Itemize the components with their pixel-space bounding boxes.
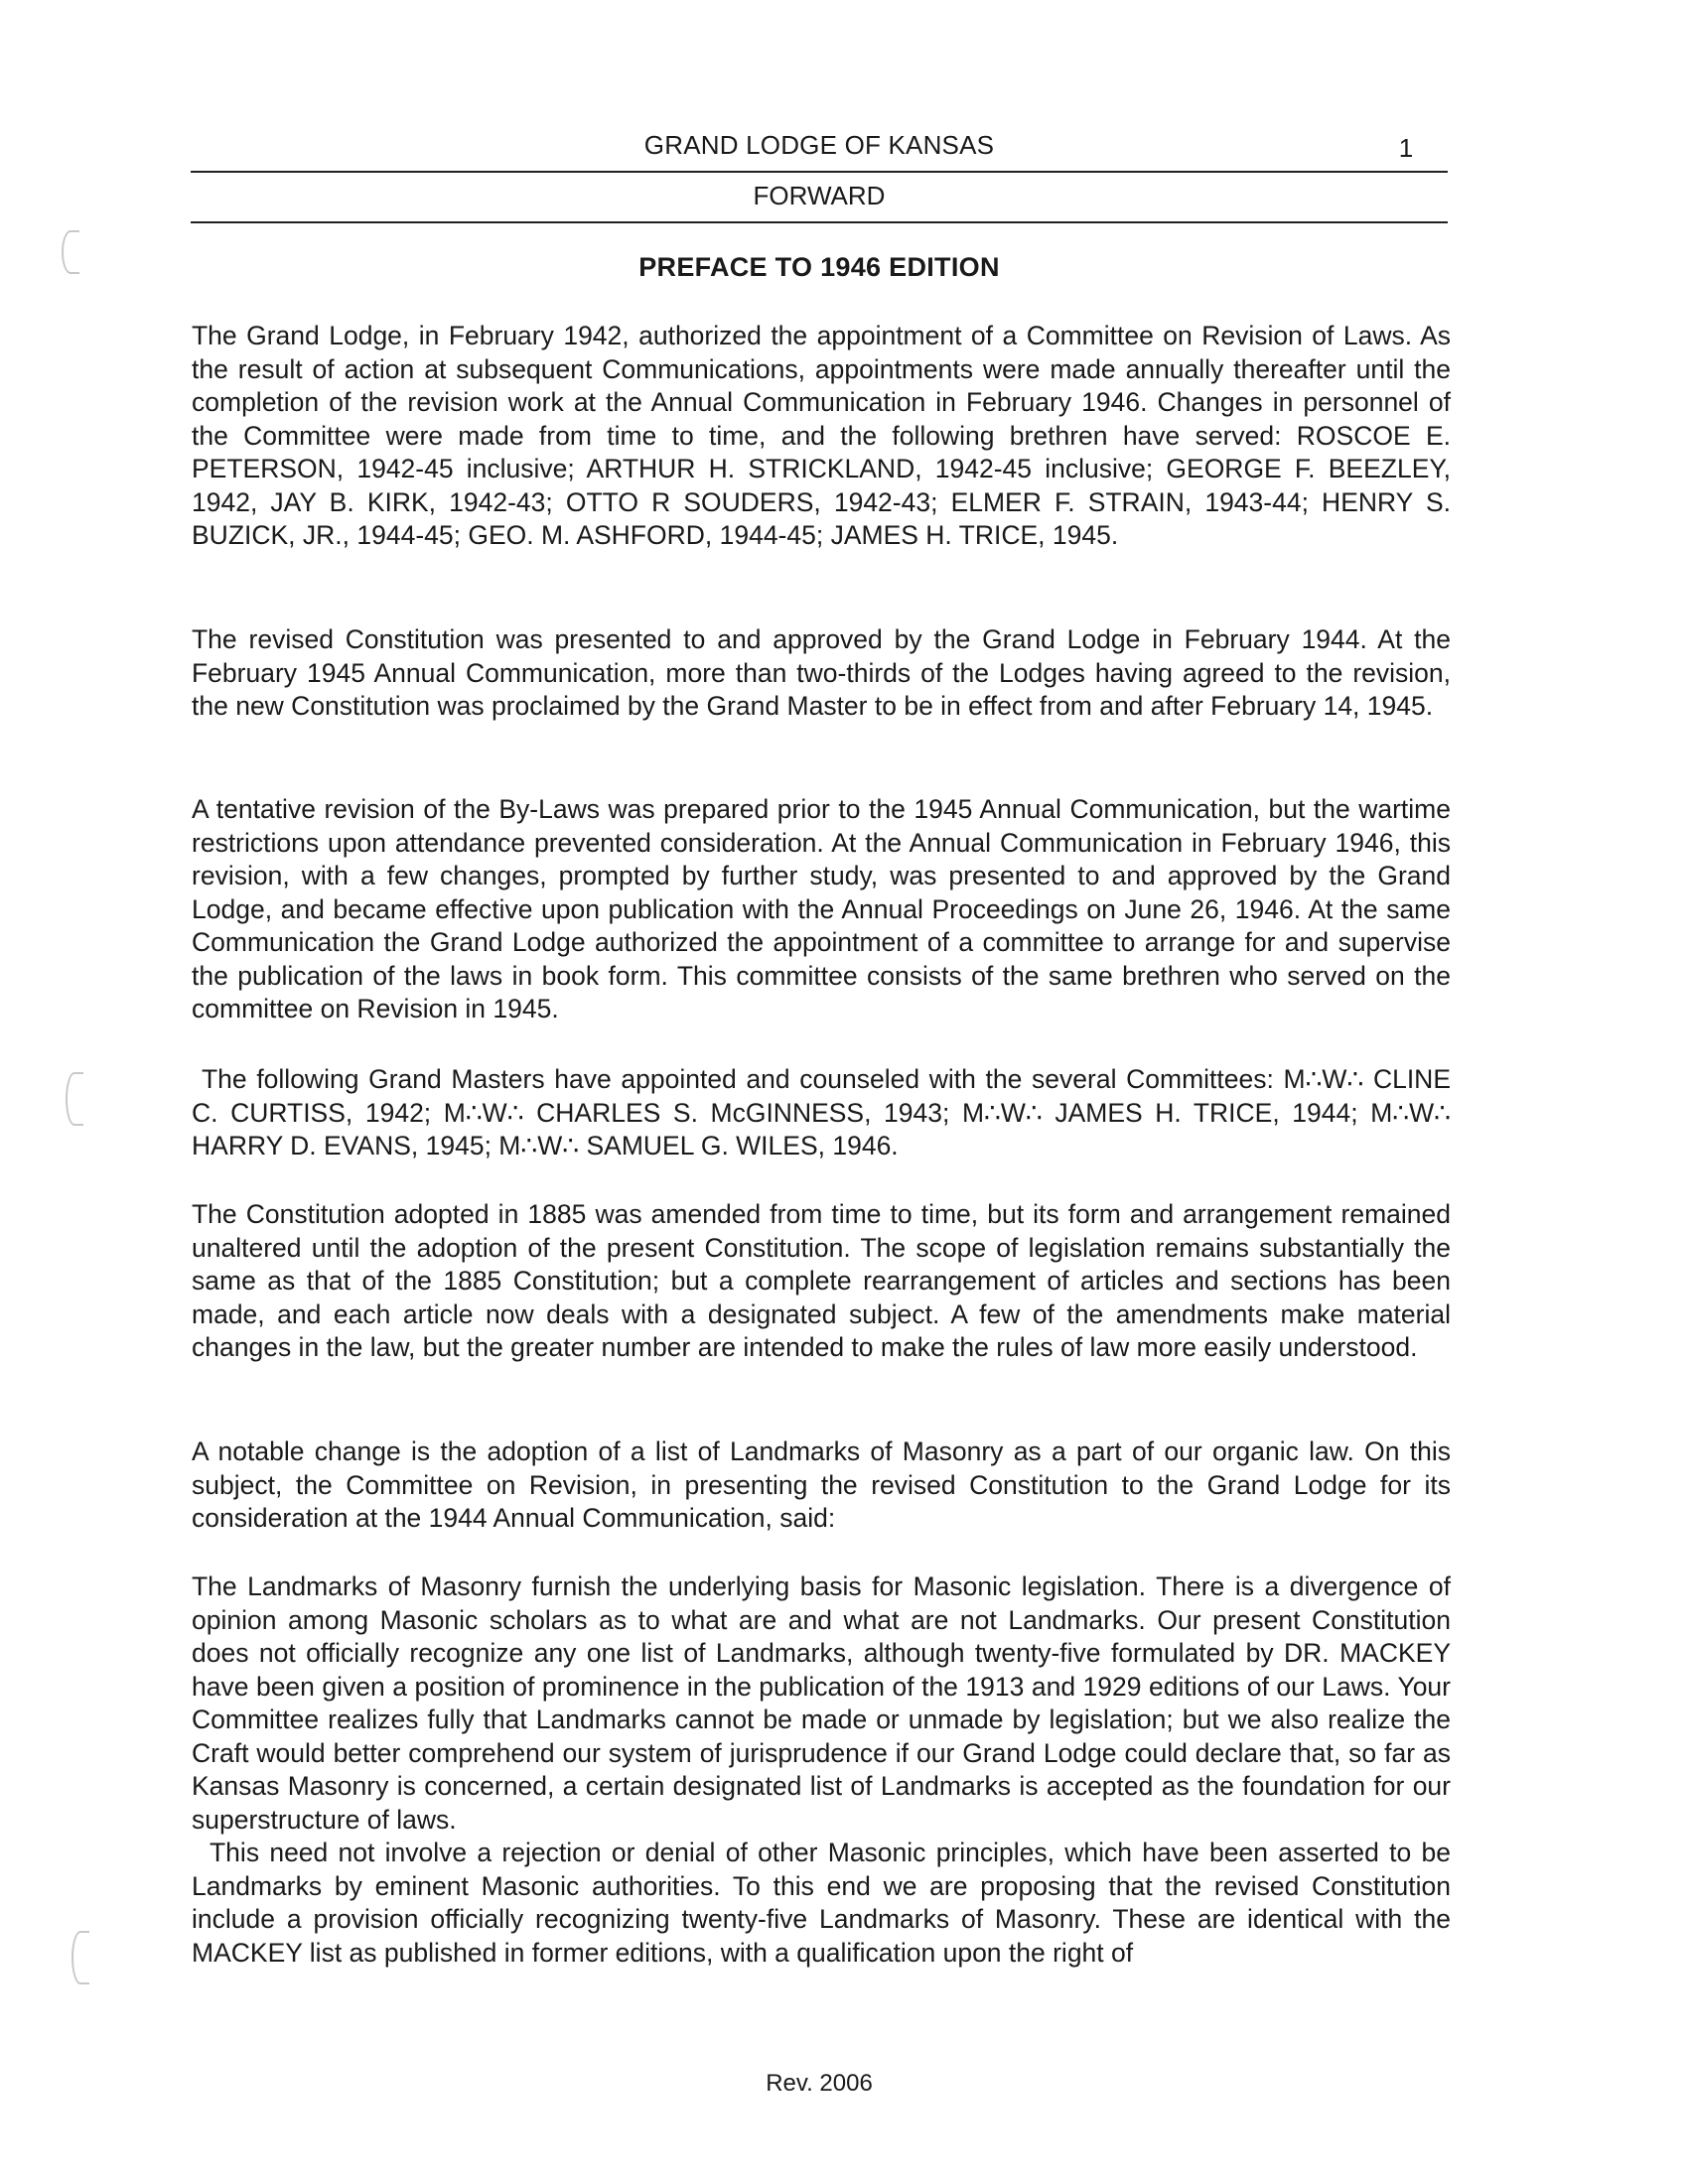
running-header-title: GRAND LODGE OF KANSAS [643,130,995,160]
scan-margin-mark [62,230,79,274]
paragraph: A tentative revision of the By-Laws was prepared prior to the 1945 Annual Communication, but the wartime restrictions upon attendance prevented consideration. At the Annual Communication in February 1946, this revision, with a few changes, prompted by further study, was presented to and approved by the Grand Lodge, and became effective upon publication with the Annual Proceedings on June 26, 1946. At the same Communication the Grand Lodge authorized the appointment of a committee to arrange for and supervise the publication of the laws in book form. This committee consists of the same brethren who served on the committee on Revision in 1945. [192,794,1451,1024]
quoted-paragraph: This need not involve a rejection or denial of other Masonic principles, which have been asserted to be Landmarks by eminent Masonic authorities. To this end we are proposing that the revised Constitution include a provision officially recognizing twenty-five Landmarks of Masonry. These are identical with the MACKEY list as published in former editions, with a qualification upon the right of [192,1838,1451,1968]
paragraph: A notable change is the adoption of a list of Landmarks of Masonry as a part of our organic law. On this subject, the Committee on Revision, in presenting the revised Constitution to the Grand Lodge for its consideration at the 1944 Annual Communication, said: [192,1436,1451,1533]
scan-margin-mark [71,1931,89,1984]
scan-margin-mark [66,1072,83,1126]
revision-footer: Rev. 2006 [766,2070,873,2097]
paragraph: The Grand Lodge, in February 1942, authorized the appointment of a Committee on Revision of Laws. As the result of action at subsequent Communications, appointments were made annually thereafter until the completion of the revision work at the Annual Communication in February 1946. Changes in personnel of the Committee were made from time to time, and the following brethren have served: ROSCOE E. PETERSON, 1942-45 inclusive; ARTHUR H. STRICKLAND, 1942-45 inclusive; GEORGE F. BEEZLEY, 1942, JAY B. KIRK, 1942-43; OTTO R SOUDERS, 1942-43; ELMER F. STRAIN, 1943-44; HENRY S. BUZICK, JR., 1944-45; GEO. M. ASHFORD, 1944-45; JAMES H. TRICE, 1945. [192,321,1451,550]
paragraph: The following Grand Masters have appointed and counseled with the several Committees: M∴W∴ CLINE C. CURTISS, 1942; M∴W∴ CHARLES S. McGINNESS, 1943; M∴W∴ JAMES H. TRICE, 1944; M∴W∴ HARRY D. EVANS, 1945; M∴W∴ SAMUEL G. WILES, 1946. [192,1064,1451,1160]
header-rule [191,171,1448,173]
running-header-section: FORWARD [753,181,886,210]
paragraph: The Constitution adopted in 1885 was amended from time to time, but its form and arrangement remained unaltered until the adoption of the present Constitution. The scope of legislation remains substantially the same as that of the 1885 Constitution; but a complete rearrangement of articles and sections has been made, and each article now deals with a designated subject. A few of the amendments make material changes in the law, but the greater number are intended to make the rules of law more easily understood. [192,1199,1451,1362]
page-number: 1 [1398,133,1414,163]
paragraph: The revised Constitution was presented to and approved by the Grand Lodge in February 1944. At the February 1945 Annual Communication, more than two-thirds of the Lodges having agreed to the revision, the new Constitution was proclaimed by the Grand Master to be in effect from and after February 14, 1945. [192,624,1451,721]
header-rule [191,221,1448,223]
quoted-paragraph: The Landmarks of Masonry furnish the underlying basis for Masonic legislation. There is a divergence of opinion among Masonic scholars as to what are and what are not Landmarks. Our present Constitution does not officially recognize any one list of Landmarks, although twenty-five formulated by DR. MACKEY have been given a position of prominence in the publication of the 1913 and 1929 editions of our Laws. Your Committee realizes fully that Landmarks cannot be made or unmade by legislation; but we also realize the Craft would better comprehend our system of jurisprudence if our Grand Lodge could declare that, so far as Kansas Masonry is concerned, a certain designated list of Landmarks is accepted as the foundation for our superstructure of laws. [192,1571,1451,1835]
preface-title: PREFACE TO 1946 EDITION [638,252,1000,282]
